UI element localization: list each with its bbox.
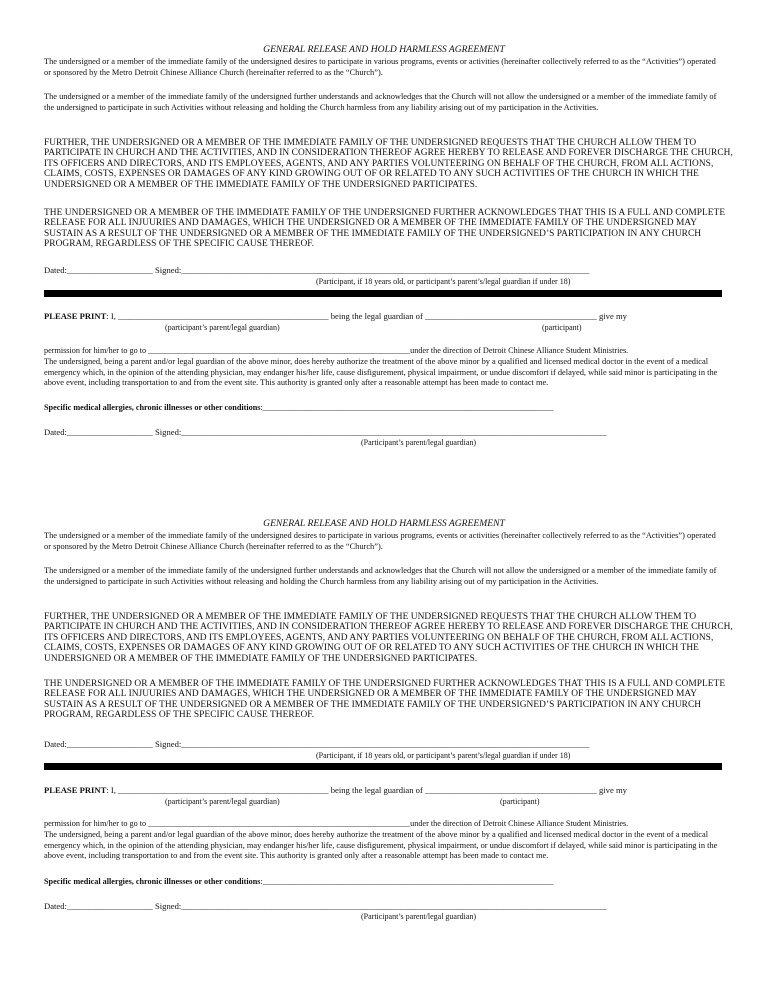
please-print-fields: : I, _________________________________________________ being the legal guardian of ________________________________________ give my	[106, 785, 627, 795]
form-title: GENERAL RELEASE AND HOLD HARMLESS AGREEMENT	[263, 518, 505, 529]
please-print-line[interactable]	[44, 785, 627, 795]
release-paragraph: FURTHER, THE UNDERSIGNED OR A MEMBER OF THE IMMEDIATE FAMILY OF THE UNDERSIGNED REQUESTS THAT THE CHURCH ALLOW THEM TO PARTICIPATE IN CHURCH AND THE ACTIVITIES, AND IN CONSIDERATION THEREOF AGREE HEREBY TO RELEASE AND FOREVER DISCHARGE THE CHURCH, ITS OFFICERS AND DIRECTORS, AND ITS EMPLOYEES, AGENTS, AND ANY PARTIES VOLUNTEERING ON BEHALF OF THE CHURCH, FROM ALL ACTIONS, CLAIMS, COSTS, EXPENSES OR DAMAGES OF ANY KIND GROWING OUT OF OR RELATED TO ANY SUCH ACTIVITIES OF THE CHURCH IN WHICH THE UNDERSIGNED OR A MEMBER OF THE IMMEDIATE FAMILY OF THE UNDERSIGNED PARTICIPATES.	[44, 612, 733, 664]
intro-paragraph: The undersigned or a member of the immediate family of the undersigned desires to participate in various programs, events or activities (hereinafter collectively referred to as the “Activities”) operated or sponsored by the Metro Detroit Chinese Alliance Church (hereinafter referred to as the “Church”).	[44, 531, 716, 551]
participant-caption: (participant)	[542, 323, 582, 332]
medical-authorization-paragraph: The undersigned, being a parent and/or legal guardian of the above minor, does hereby authorize the treatment of the above minor by a qualified and licensed medical doctor in the event of a medical emergency which, in the opinion of the attending physician, may endanger his/her life, cause disfigurement, physical impairment, or undue discomfort if delayed, while said minor is participating in the above event, including transportation to and from the event site. This authority is granted only after a reasonable attempt has been made to contact me.	[44, 357, 718, 388]
release-paragraph: FURTHER, THE UNDERSIGNED OR A MEMBER OF THE IMMEDIATE FAMILY OF THE UNDERSIGNED REQUESTS THAT THE CHURCH ALLOW THEM TO PARTICIPATE IN CHURCH AND THE ACTIVITIES, AND IN CONSIDERATION THEREOF AGREE HEREBY TO RELEASE AND FOREVER DISCHARGE THE CHURCH, ITS OFFICERS AND DIRECTORS, AND ITS EMPLOYEES, AGENTS, AND ANY PARTIES VOLUNTEERING ON BEHALF OF THE CHURCH, FROM ALL ACTIONS, CLAIMS, COSTS, EXPENSES OR DAMAGES OF ANY KIND GROWING OUT OF OR RELATED TO ANY SUCH ACTIVITIES OF THE CHURCH IN WHICH THE UNDERSIGNED OR A MEMBER OF THE IMMEDIATE FAMILY OF THE UNDERSIGNED PARTICIPATES.	[44, 138, 733, 190]
please-print-fields: : I, _________________________________________________ being the legal guardian of ________________________________________ give my	[106, 311, 627, 321]
acknowledgement-paragraph: The undersigned or a member of the immediate family of the undersigned further understands and acknowledges that the Church will not allow the undersigned or a member of the immediate family of the undersigned to participate in such Activities without releasing and holding the Church harmless from any liability arising out of my participation in the Activities.	[44, 566, 717, 586]
intro-paragraph: The undersigned or a member of the immediate family of the undersigned desires to participate in various programs, events or activities (hereinafter collectively referred to as the “Activities”) operated or sponsored by the Metro Detroit Chinese Alliance Church (hereinafter referred to as the “Church”).	[44, 57, 716, 77]
please-print-label: PLEASE PRINT	[44, 785, 107, 795]
medical-conditions-field: :_______________________________________________________________________	[260, 877, 554, 886]
permission-line[interactable]: permission for him/her to go to ________________________________________________________________under the direction of Detroit Chinese Alliance Student Ministries.	[44, 346, 629, 355]
medical-conditions-line[interactable]	[44, 877, 553, 886]
guardian-dated-signed-line[interactable]: Dated:____________________ Signed:___________________________________________________________________________________________________	[44, 901, 607, 911]
section-divider	[44, 290, 722, 297]
section-divider	[44, 763, 722, 770]
guardian-signature-caption: (Participant’s parent/legal guardian)	[361, 438, 477, 447]
dated-signed-line[interactable]: Dated:____________________ Signed:_______________________________________________________________________________________________	[44, 265, 590, 275]
signature-caption: (Participant, if 18 years old, or participant’s parent’s/legal guardian if under 18)	[316, 751, 571, 760]
guardian-signature-caption: (Participant’s parent/legal guardian)	[361, 912, 477, 921]
medical-authorization-paragraph: The undersigned, being a parent and/or legal guardian of the above minor, does hereby authorize the treatment of the above minor by a qualified and licensed medical doctor in the event of a medical emergency which, in the opinion of the attending physician, may endanger his/her life, cause disfigurement, physical impairment, or undue discomfort if delayed, while said minor is participating in the above event, including transportation to and from the event site. This authority is granted only after a reasonable attempt has been made to contact me.	[44, 830, 718, 861]
permission-line[interactable]: permission for him/her to go to ________________________________________________________________under the direction of Detroit Chinese Alliance Student Ministries.	[44, 819, 629, 828]
medical-conditions-label: Specific medical allergies, chronic illnesses or other conditions	[44, 877, 261, 886]
form-title: GENERAL RELEASE AND HOLD HARMLESS AGREEMENT	[263, 44, 505, 55]
please-print-line[interactable]	[44, 311, 627, 321]
guardian-caption: (participant’s parent/legal guardian)	[165, 323, 280, 332]
medical-conditions-label: Specific medical allergies, chronic illnesses or other conditions	[44, 403, 261, 412]
signature-caption: (Participant, if 18 years old, or participant’s parent’s/legal guardian if under 18)	[316, 277, 571, 286]
medical-conditions-field: :_______________________________________________________________________	[260, 403, 554, 412]
guardian-dated-signed-line[interactable]: Dated:____________________ Signed:___________________________________________________________________________________________________	[44, 427, 607, 437]
full-release-paragraph: THE UNDERSIGNED OR A MEMBER OF THE IMMEDIATE FAMILY OF THE UNDERSIGNED FURTHER ACKNOWLEDGES THAT THIS IS A FULL AND COMPLETE RELEASE FOR ALL INJUURIES AND DAMAGES, WHICH THE UNDERSIGNED OR A MEMBER OF THE IMMEDIATE FAMILY OF THE UNDERSIGNED MAY SUSTAIN AS A RESULT OF THE UNDERSIGNED OR A MEMBER OF THE IMMEDIATE FAMILY OF THE UNDERSIGNED’S PARTICIPATION IN ANY CHURCH PROGRAM, REGARDLESS OF THE SPECIFIC CAUSE THEREOF.	[44, 679, 726, 721]
medical-conditions-line[interactable]	[44, 403, 553, 412]
participant-caption: (participant)	[500, 797, 540, 806]
full-release-paragraph: THE UNDERSIGNED OR A MEMBER OF THE IMMEDIATE FAMILY OF THE UNDERSIGNED FURTHER ACKNOWLEDGES THAT THIS IS A FULL AND COMPLETE RELEASE FOR ALL INJUURIES AND DAMAGES, WHICH THE UNDERSIGNED OR A MEMBER OF THE IMMEDIATE FAMILY OF THE UNDERSIGNED MAY SUSTAIN AS A RESULT OF THE UNDERSIGNED OR A MEMBER OF THE IMMEDIATE FAMILY OF THE UNDERSIGNED’S PARTICIPATION IN ANY CHURCH PROGRAM, REGARDLESS OF THE SPECIFIC CAUSE THEREOF.	[44, 208, 726, 250]
dated-signed-line[interactable]: Dated:____________________ Signed:_______________________________________________________________________________________________	[44, 739, 590, 749]
guardian-caption: (participant’s parent/legal guardian)	[165, 797, 280, 806]
acknowledgement-paragraph: The undersigned or a member of the immediate family of the undersigned further understands and acknowledges that the Church will not allow the undersigned or a member of the immediate family of the undersigned to participate in such Activities without releasing and holding the Church harmless from any liability arising out of my participation in the Activities.	[44, 92, 717, 112]
please-print-label: PLEASE PRINT	[44, 311, 107, 321]
